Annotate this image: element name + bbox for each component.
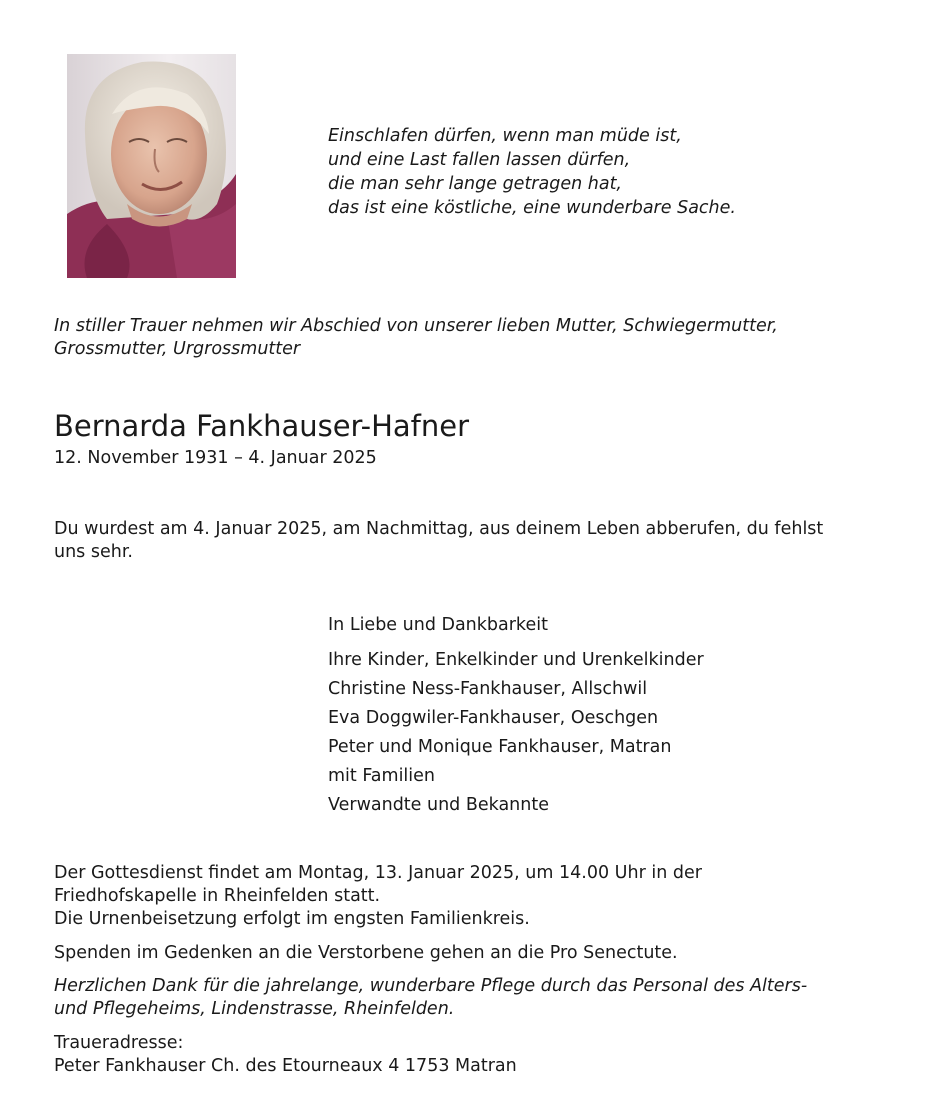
portrait-image <box>67 54 236 278</box>
thanks-line: und Pflegeheims, Lindenstrasse, Rheinfelden. <box>54 999 455 1019</box>
signoff-line: Eva Doggwiler-Fankhauser, Oeschgen <box>328 708 659 728</box>
message-line: Du wurdest am 4. Januar 2025, am Nachmittag, aus deinem Leben abberufen, du fehlst <box>54 519 824 539</box>
service-line: Der Gottesdienst findet am Montag, 13. Januar 2025, um 14.00 Uhr in der <box>54 863 702 883</box>
service-line: Die Urnenbeisetzung erfolgt im engsten Familienkreis. <box>54 909 530 929</box>
thanks-note <box>54 975 807 1021</box>
intro-line: In stiller Trauer nehmen wir Abschied von unserer lieben Mutter, Schwiegermutter, <box>54 316 778 336</box>
thanks-line: Herzlichen Dank für die jahrelange, wunderbare Pflege durch das Personal des Alters- <box>54 976 808 996</box>
poem-line: die man sehr lange getragen hat, <box>328 174 622 194</box>
poem-line: und eine Last fallen lassen dürfen, <box>328 150 631 170</box>
signoff-heading: In Liebe und Dankbarkeit <box>328 615 548 635</box>
address-value: Peter Fankhauser Ch. des Etourneaux 4 1753 Matran <box>54 1056 517 1076</box>
poem <box>328 124 888 220</box>
address-label: Traueradresse: <box>54 1033 184 1053</box>
intro-line: Grossmutter, Urgrossmutter <box>54 339 301 359</box>
signoff-line: Peter und Monique Fankhauser, Matran <box>328 737 672 757</box>
poem-line: Einschlafen dürfen, wenn man müde ist, <box>328 126 682 146</box>
poem-line: das ist eine köstliche, eine wunderbare Sache. <box>328 198 736 218</box>
service-line: Friedhofskapelle in Rheinfelden statt. <box>54 886 381 906</box>
mourning-address <box>54 1032 517 1078</box>
family-signoff <box>328 613 704 820</box>
service-info <box>54 862 904 931</box>
mourning-intro <box>54 315 894 361</box>
donation-note: Spenden im Gedenken an die Verstorbene gehen an die Pro Senectute. <box>54 943 678 963</box>
life-dates: 12. November 1931 – 4. Januar 2025 <box>54 448 377 468</box>
signoff-line: Christine Ness-Fankhauser, Allschwil <box>328 679 648 699</box>
portrait-photo <box>67 54 236 278</box>
signoff-line: mit Familien <box>328 766 436 786</box>
personal-message <box>54 518 904 564</box>
message-line: uns sehr. <box>54 542 133 562</box>
signoff-line: Verwandte und Bekannte <box>328 795 549 815</box>
deceased-name: Bernarda Fankhauser-Hafner <box>54 409 470 443</box>
signoff-line: Ihre Kinder, Enkelkinder und Urenkelkinder <box>328 650 704 670</box>
